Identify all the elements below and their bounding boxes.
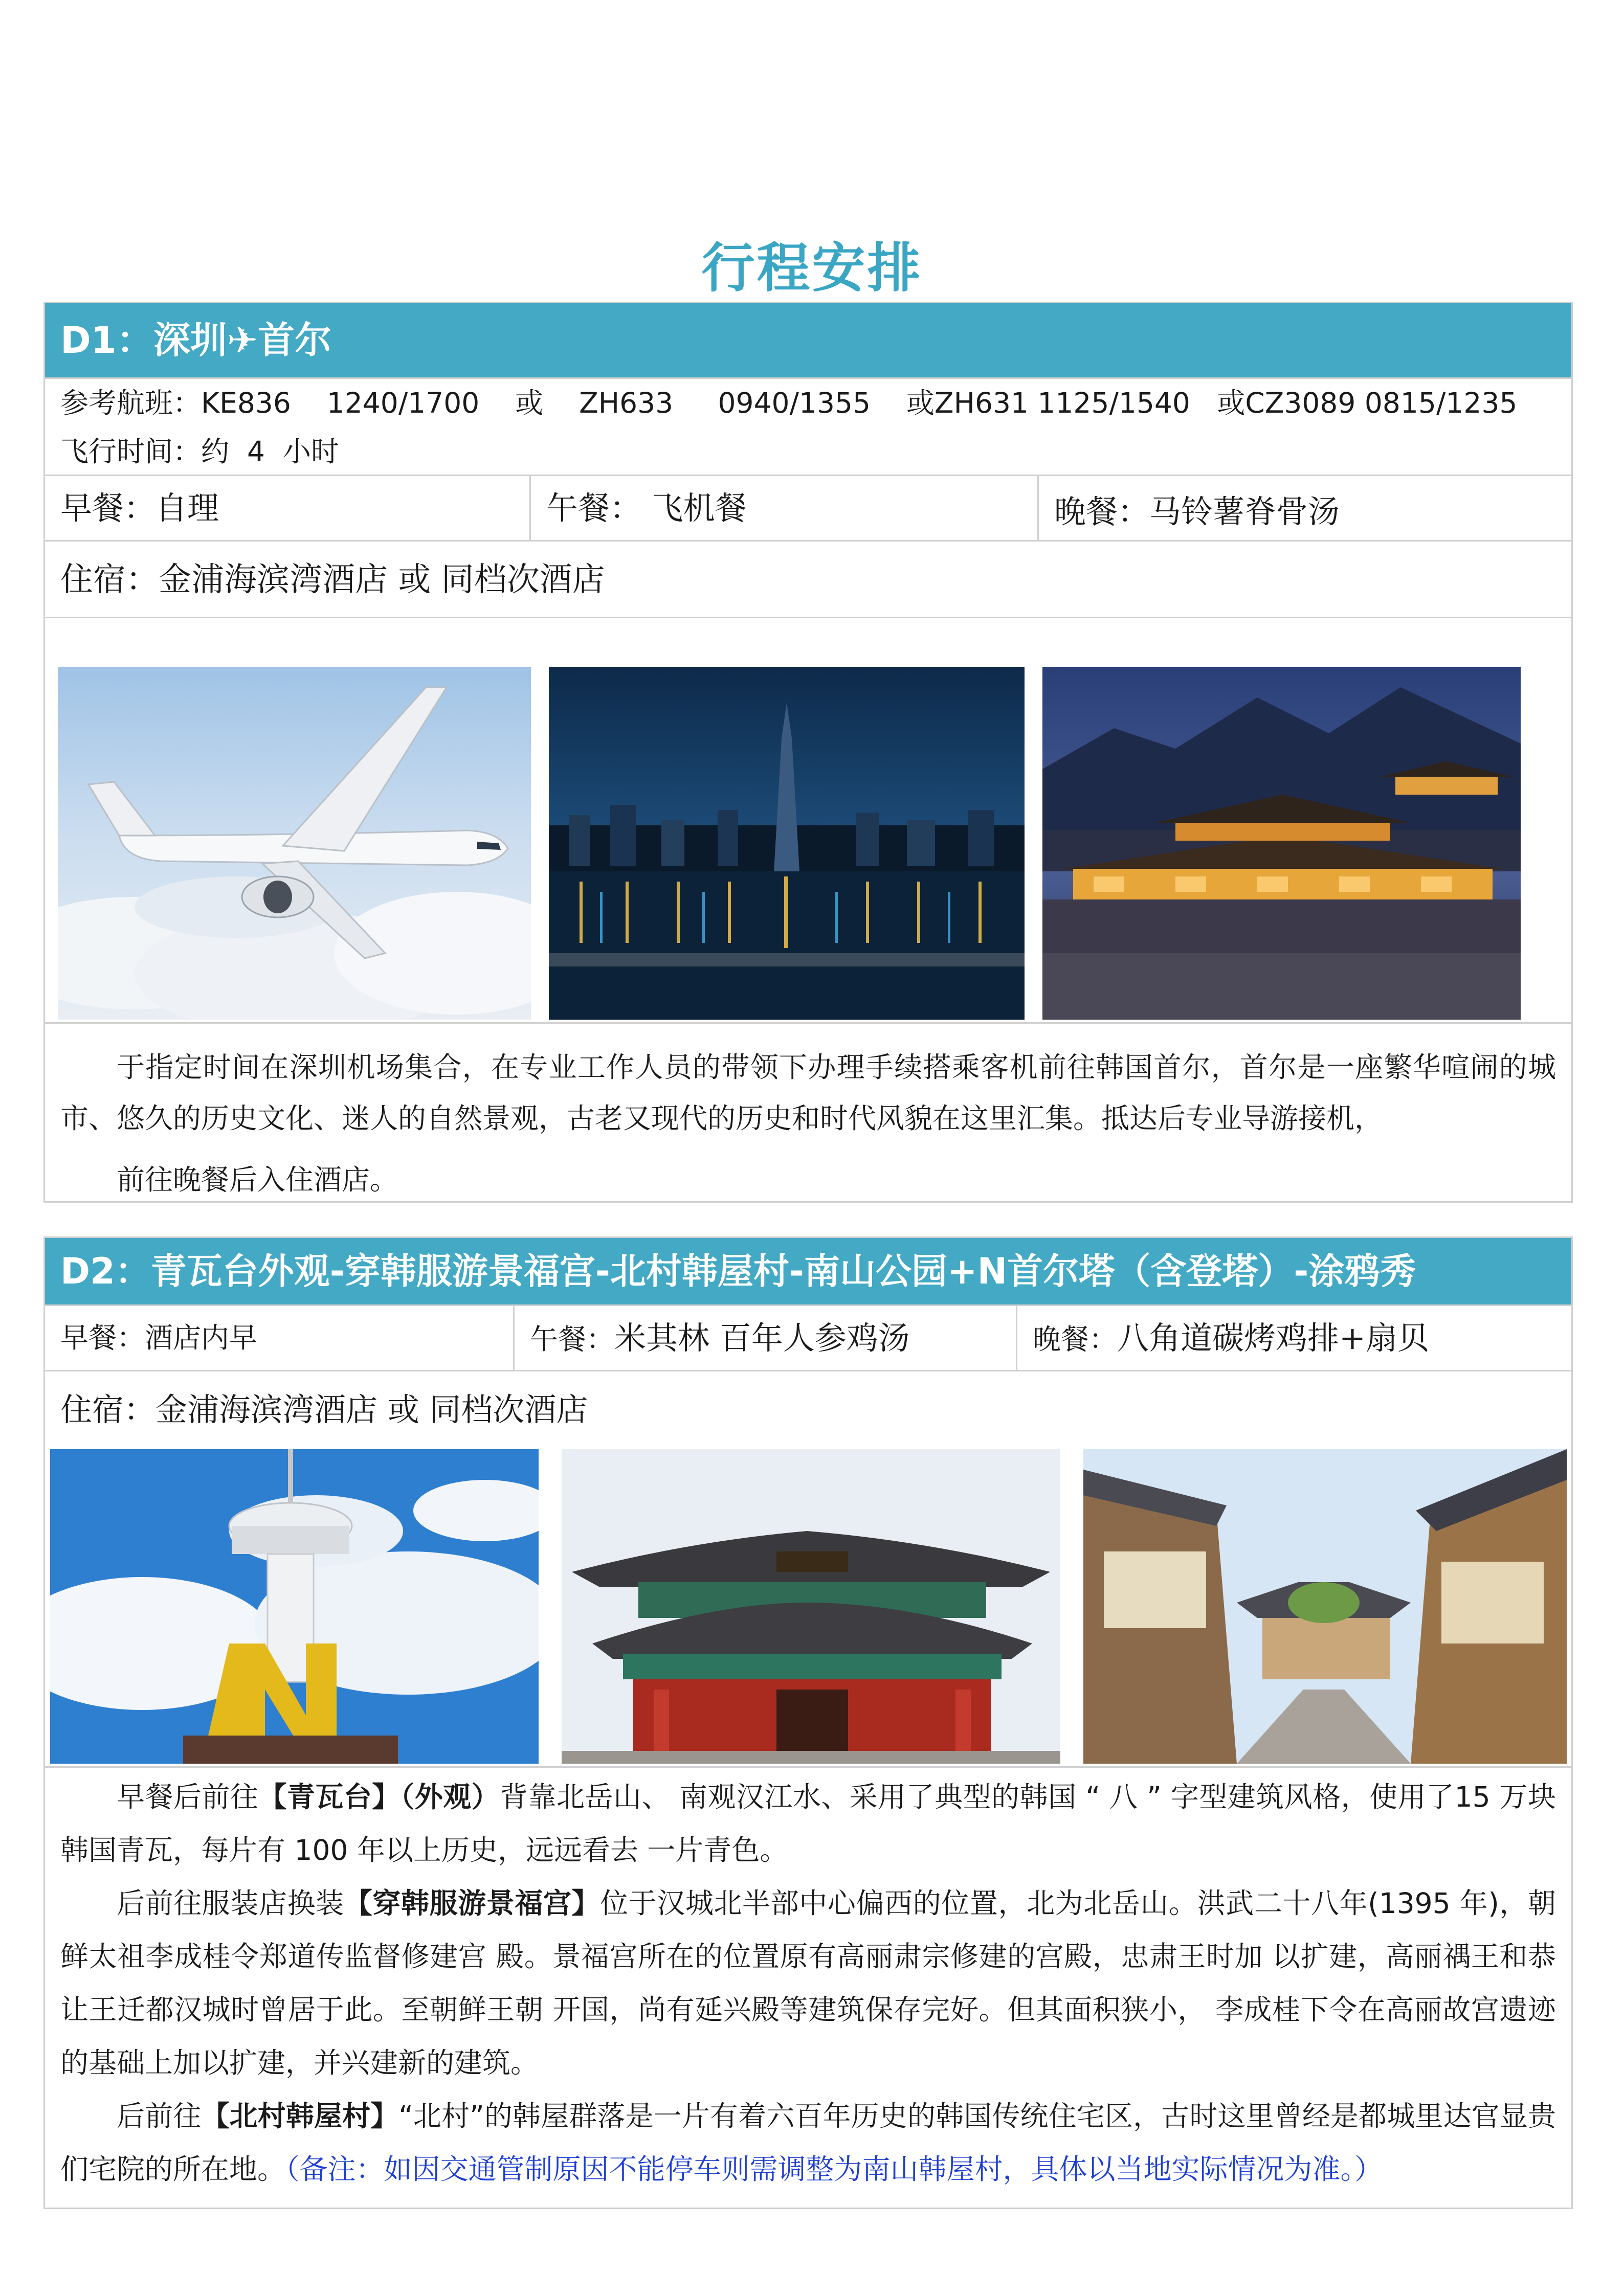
day2-desc-paragraph-3 (60, 2089, 1556, 2196)
day2-desc-paragraph-2 (60, 1877, 1556, 2089)
gyeongbokgung-highlight: 【穿韩服游景福宫】 (344, 1887, 600, 1920)
flight-duration-value: 约 4 小时 (201, 435, 339, 468)
day1-description (45, 1022, 1571, 1205)
day1-photos (45, 617, 1571, 1022)
day2-lodging (45, 1370, 1571, 1447)
day2-description (45, 1766, 1571, 2196)
lunch-label: 午餐： (546, 489, 642, 527)
flight-reference (60, 379, 1571, 427)
p1-text-c: 背靠北岳山、 南观汉江水、采用了典型的韩国 “ 八 ” 字型建筑风格，使用了15 万块韩国青瓦，每片有 100 年以上历史，远远看去 一片青色。 (60, 1781, 1556, 1866)
p3-text-c: “北村”的韩屋群落是一片有着六百年历史的韩国传统住宅区，古时这里曾经是都城里达官显贵们宅院的所在地。 (60, 2100, 1556, 2186)
p2-text-a: 后前往服装店换装 (117, 1887, 344, 1920)
lunch-value: 米其林 百年人参鸡汤 (614, 1319, 910, 1357)
day2-lunch (515, 1306, 1017, 1370)
day2-photos (45, 1447, 1571, 1766)
traffic-note: （备注：如因交通管制原因不能停车则需调整为南山韩屋村，具体以当地实际情况为准。） (285, 2153, 1383, 2186)
lodging-label: 住宿： (60, 1391, 156, 1428)
lodging-value: 金浦海滨湾酒店 或 同档次酒店 (159, 561, 605, 599)
day2-desc-paragraph-1 (60, 1770, 1556, 1877)
dinner-label: 晚餐： (1033, 1323, 1118, 1356)
lodging-label: 住宿： (60, 561, 159, 599)
seoul-night-skyline-photo (549, 667, 1025, 1020)
breakfast-value: 酒店内早 (145, 1321, 258, 1354)
p2-text-c: 位于汉城北半部中心偏西的位置，北为北岳山。洪武二十八年(1395 年)，朝鲜太祖李成桂令郑道传监督修建宫 殿。景福宫所在的位置原有高丽肃宗修建的宫殿，忠肃王时加 以扩建，高丽禑王和恭让王迁都汉城时曾居于此。至朝鲜王朝 开国，尚有延兴殿等建筑保存完好。但其面积狭小， 李成桂下令在高丽故宫遗迹的基础上加以扩建，并兴建新的建筑。 (60, 1887, 1556, 2079)
p3-text-a: 后前往 (117, 2100, 202, 2132)
day1-section (43, 302, 1573, 1203)
day2-header: D2：青瓦台外观-穿韩服游景福宫-北村韩屋村-南山公园+N首尔塔（含登塔）-涂鸦秀 (45, 1238, 1571, 1304)
lunch-label: 午餐： (530, 1323, 615, 1356)
day2-meals-row (45, 1304, 1571, 1370)
day2-dinner (1017, 1306, 1571, 1370)
day1-meals-row (45, 475, 1571, 540)
day1-desc-paragraph-1: 于指定时间在深圳机场集合，在专业工作人员的带领下办理手续搭乘客机前往韩国首尔，首尔是一座繁华喧闹的城市、悠久的历史文化、迷人的自然景观，古老又现代的历史和时代风貌在这里汇集。抵达后专业导游接机， (60, 1051, 1556, 1135)
cheongwadae-highlight: 【青瓦台】（外观） (258, 1781, 500, 1813)
day1-desc-paragraph-2: 前往晚餐后入住酒店。 (117, 1163, 398, 1196)
gyeongbokgung-gate-photo (562, 1449, 1060, 1764)
day1-dinner (1039, 476, 1571, 540)
lodging-value: 金浦海滨湾酒店 或 同档次酒店 (155, 1391, 588, 1428)
dinner-value: 马铃薯脊骨汤 (1149, 493, 1340, 530)
lunch-value: 飞机餐 (641, 489, 747, 527)
bukchon-highlight: 【北村韩屋村】 (201, 2100, 399, 2132)
day1-lodging (45, 540, 1571, 617)
dinner-value: 八角道碳烤鸡排+扇贝 (1117, 1319, 1429, 1357)
day1-breakfast (45, 476, 531, 540)
day1-lunch (531, 476, 1039, 540)
flight-reference-label: 参考航班： (60, 387, 202, 419)
breakfast-value: 自理 (155, 489, 219, 527)
airplane-photo (58, 667, 531, 1020)
p1-text-a: 早餐后前往 (117, 1781, 259, 1813)
breakfast-label: 早餐： (60, 1321, 145, 1354)
page-title: 行程安排 (701, 237, 923, 299)
day2-section (43, 1236, 1573, 2209)
day2-breakfast (45, 1306, 515, 1370)
day1-flight-block (45, 377, 1571, 475)
gyeongbokgung-night-photo (1042, 667, 1521, 1020)
n-seoul-tower-photo (50, 1449, 539, 1764)
flight-reference-value: KE836 1240/1700 或 ZH633 0940/1355 或ZH631 1125/1540 或CZ3089 0815/1235 (201, 387, 1518, 419)
dinner-label: 晚餐： (1054, 493, 1150, 530)
flight-duration (60, 427, 1571, 475)
day1-header: D1：深圳✈首尔 (45, 303, 1571, 377)
breakfast-label: 早餐： (60, 489, 156, 527)
bukchon-hanok-village-photo (1083, 1449, 1567, 1764)
flight-duration-label: 飞行时间： (60, 435, 202, 468)
